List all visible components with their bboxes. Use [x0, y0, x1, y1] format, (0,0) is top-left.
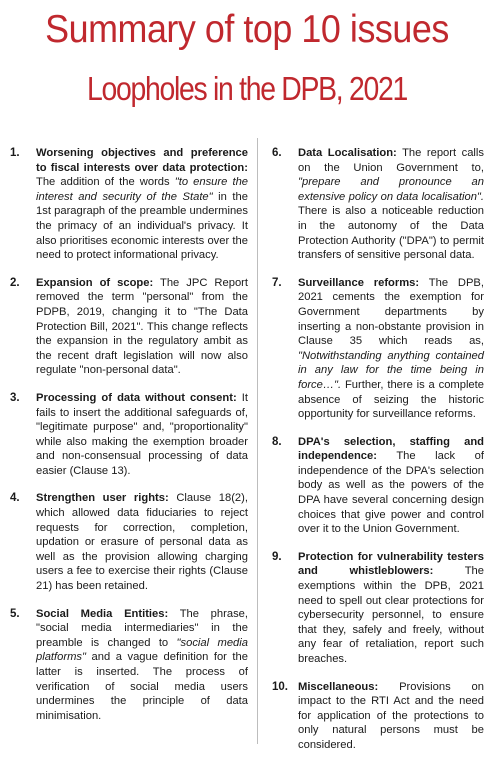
column-divider — [257, 138, 258, 744]
issue-number: 4. — [10, 492, 20, 505]
issue-item — [10, 146, 248, 263]
issue-body-continued: in the 1st paragraph of the preamble undermines the primacy of an individual's privacy. It also prioritises economic interests over the need to protect informational privacy. — [36, 190, 248, 262]
issue-body-continued: There is also a noticeable reduction in the autonomy of the Data Protection Authority ("DPA") to permit transfers of sensitive personal data. — [298, 205, 484, 262]
issue-text — [36, 391, 248, 479]
issue-text — [298, 146, 484, 263]
issue-heading: Miscellaneous: — [298, 680, 379, 693]
issue-quote: "prepare and pronounce an extensive policy on data localisation". — [298, 176, 484, 203]
issue-body-continued: and a vague definition for the latter is inserted. The process of verification of social media users undermines the principle of data minimisation. — [36, 651, 248, 722]
issue-text — [298, 435, 484, 537]
issue-quote: "social media platforms" — [36, 636, 248, 664]
issue-item — [10, 607, 248, 724]
issue-heading: Social Media Entities: — [36, 607, 169, 620]
issue-heading: Expansion of scope: — [36, 276, 154, 289]
issue-text — [36, 146, 248, 263]
issue-item — [272, 435, 484, 537]
page-title: Summary of top 10 issues — [45, 8, 449, 51]
right-column — [272, 146, 484, 766]
issue-body: The report calls on the Union Government to, — [298, 147, 484, 174]
issue-number: 2. — [10, 276, 20, 289]
issue-item — [10, 391, 248, 479]
issue-heading: Protection for vulnerability testers and whistleblowers: — [298, 550, 484, 578]
issue-body: Provisions on impact to the RTI Act and the need for application of the protections to only natural persons must be considered. — [298, 680, 484, 751]
issue-text — [298, 550, 484, 667]
issue-number: 6. — [272, 147, 282, 159]
issue-body-continued: Further, there is a complete absence of seizing the historic opportunity for surveillance reforms. — [298, 378, 484, 421]
issue-text — [36, 276, 248, 378]
issue-number: 8. — [272, 435, 282, 448]
issue-body: The phrase, "social media intermediaries" in the preamble is changed to — [36, 607, 248, 649]
issue-heading: DPA's selection, staffing and independence: — [298, 435, 484, 463]
left-column — [10, 146, 248, 736]
issue-quote: "to ensure the interest and security of the State" — [36, 176, 249, 203]
issue-number: 3. — [10, 391, 20, 404]
issue-heading: Worsening objectives and preference to fiscal interests over data protection: — [36, 147, 248, 174]
issue-quote: "Notwithstanding anything contained in any law for the time being in force…". — [298, 349, 484, 391]
issue-text — [298, 276, 484, 422]
issue-number: 5. — [10, 607, 20, 620]
issue-heading: Surveillance reforms: — [298, 276, 420, 289]
issue-number: 10. — [272, 680, 288, 693]
issue-body: The addition of the words — [36, 176, 175, 189]
issue-item — [272, 550, 484, 667]
issue-heading: Processing of data without consent: — [36, 391, 237, 404]
issue-number: 7. — [272, 276, 282, 289]
issue-body: The lack of independence of the DPA's selection body as well as the powers of the DPA have several concerning design choices that give power and control over it to the Union Government. — [298, 450, 484, 536]
issue-body: The exemptions within the DPB, 2021 need to spell out clear protections for cybersecurity personnel, to ensure that they, safely and freely, without any fear of retaliation, report such breaches. — [298, 565, 485, 665]
issue-item — [10, 491, 248, 593]
issue-item — [272, 146, 484, 263]
issue-number: 9. — [272, 550, 282, 563]
issue-heading: Strengthen user rights: — [36, 492, 169, 505]
issue-text — [298, 680, 484, 753]
page-subtitle: Loopholes in the DPB, 2021 — [87, 70, 407, 107]
issue-body: The JPC Report removed the term "personal" from the PDPB, 2019, changing it to "The Data Protection Bill, 2021". This change reflects the expansion in the regulatory ambit as the recent draft legislation will now also regulate "non-personal data". — [36, 276, 248, 377]
issue-text — [36, 491, 248, 593]
issue-text — [36, 607, 248, 724]
issue-body: It fails to insert the additional safeguards of, "legitimate purpose" and, "proportionality" while also making the exemption broader and non-consensual processing of data easier (Clause 13). — [36, 391, 248, 477]
issue-heading: Data Localisation: — [298, 147, 397, 159]
issue-body: Clause 18(2), which allowed data fiduciaries to reject requests for correction, completion, updation or erasure of personal data as well as the provision allowing charging users a fee to exercise their rights (Clause 21) has been retained. — [36, 492, 248, 593]
issue-item — [272, 680, 484, 753]
issue-number: 1. — [10, 147, 20, 159]
issue-body: The DPB, 2021 cements the exemption for Government departments by inserting a non-obstante provision in Clause 35 which reads as, — [298, 276, 484, 348]
issue-item — [10, 276, 248, 378]
issue-item — [272, 276, 484, 422]
